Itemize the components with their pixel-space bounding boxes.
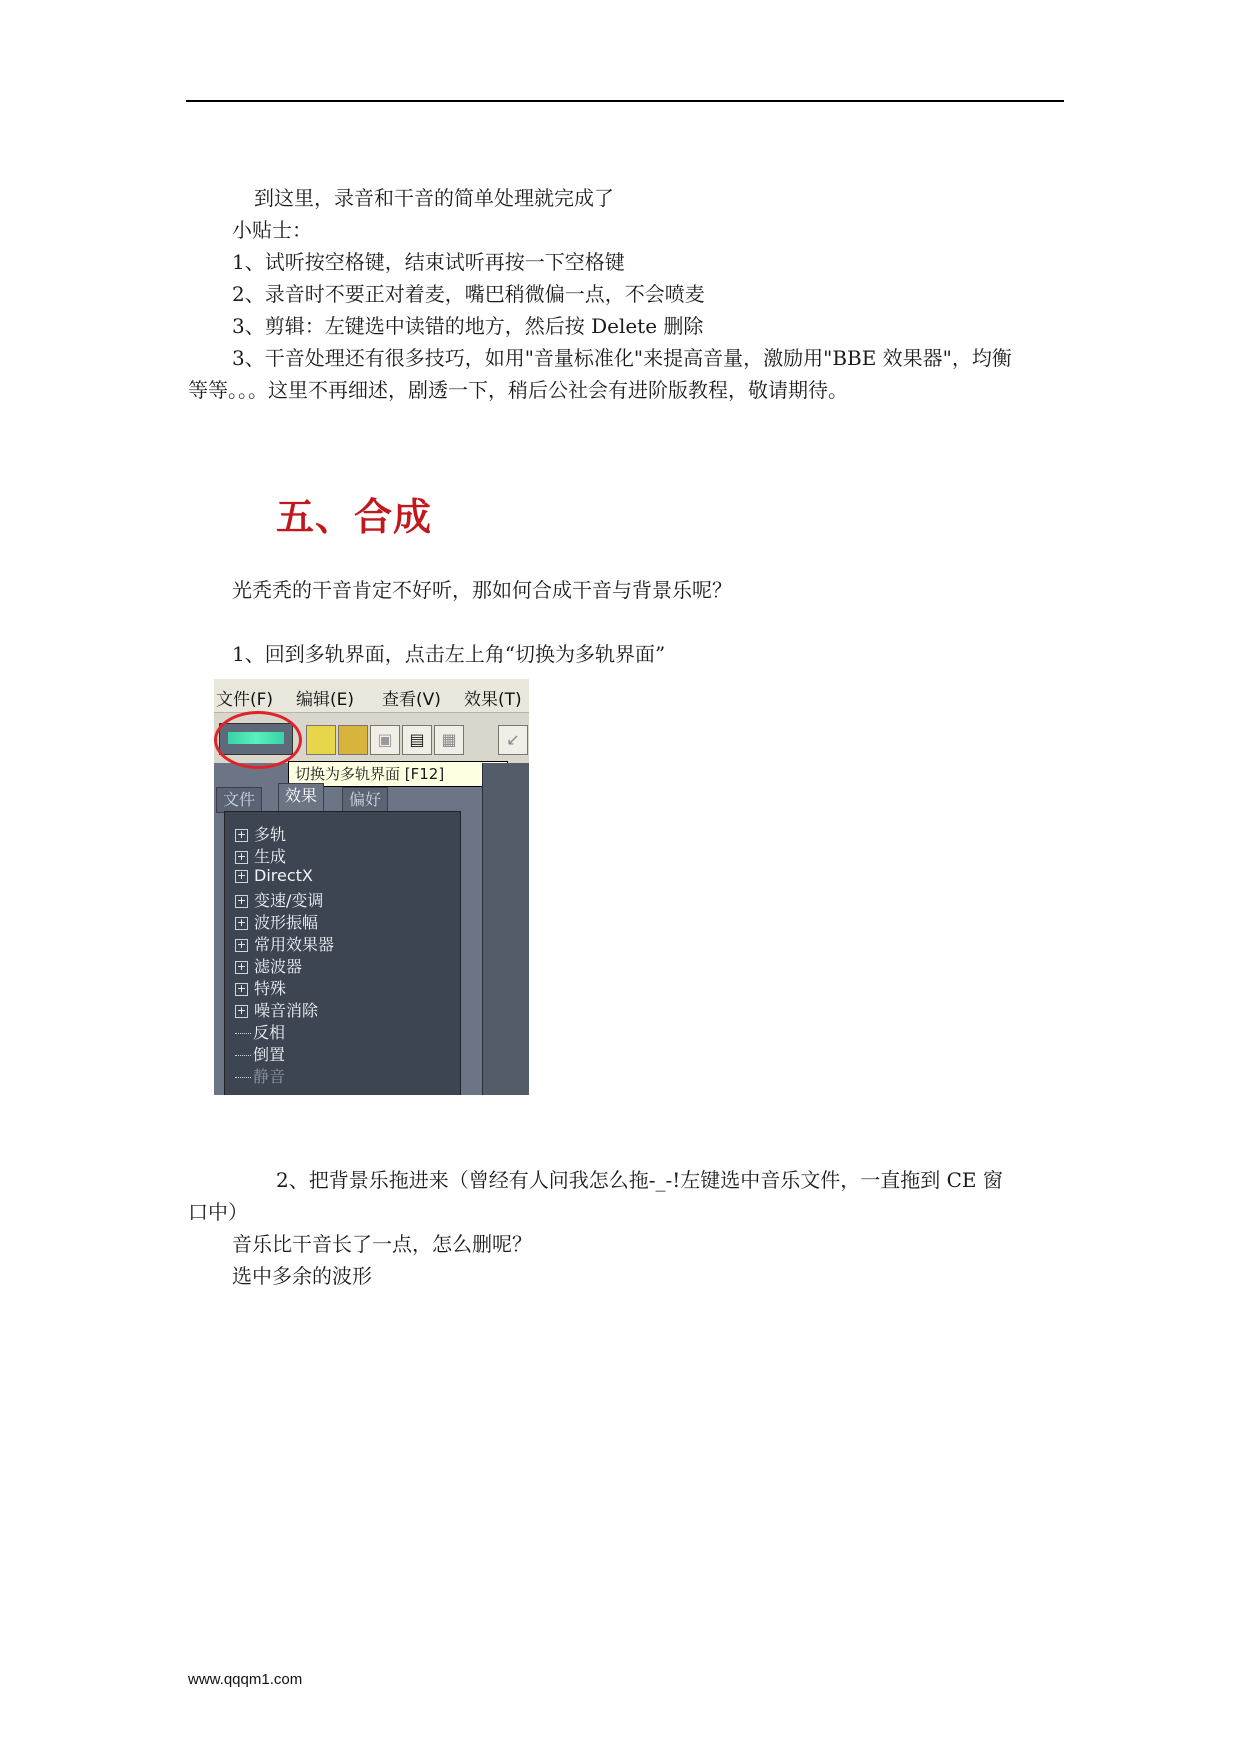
- save-all-icon[interactable]: ▦: [434, 725, 464, 755]
- tree-item-invert[interactable]: 反相: [235, 1020, 285, 1043]
- tree-item-filters[interactable]: + 滤波器: [236, 957, 303, 976]
- menu-file[interactable]: 文件(F): [216, 690, 274, 710]
- tree-item-tempo-pitch[interactable]: + 变速/变调: [236, 891, 324, 910]
- tree-item-amplitude[interactable]: + 波形振幅: [236, 913, 319, 932]
- new-file-icon[interactable]: [306, 725, 336, 755]
- tip-2: 2、录音时不要正对着麦，嘴巴稍微偏一点，不会喷麦: [232, 282, 705, 306]
- tab-effects[interactable]: 效果: [278, 783, 324, 812]
- tree-item-generate[interactable]: + 生成: [236, 847, 287, 866]
- tree-item-common-effects[interactable]: + 常用效果器: [236, 935, 335, 954]
- undo-icon[interactable]: ↙: [498, 725, 528, 755]
- select-extra-waveform: 选中多余的波形: [232, 1264, 372, 1288]
- section-heading: 五、合成: [276, 494, 433, 539]
- tree-item-noise-reduction[interactable]: + 噪音消除: [236, 1001, 319, 1020]
- footer-url[interactable]: www.qqqm1.com: [188, 1671, 303, 1688]
- tree-item-multitrack[interactable]: + 多轨: [236, 825, 287, 844]
- expand-icon: +: [236, 960, 247, 973]
- menu-bar: [214, 679, 529, 713]
- expand-icon: +: [236, 894, 247, 907]
- menu-effects[interactable]: 效果(T): [464, 690, 522, 710]
- step-2-line-2: 口中）: [188, 1200, 248, 1224]
- tip-3: 3、剪辑：左键选中读错的地方，然后按 Delete 删除: [232, 314, 704, 338]
- step-2-line-1: 2、把背景乐拖进来（曾经有人问我怎么拖-_-!左键选中音乐文件，一直拖到 CE 窗: [276, 1168, 1003, 1192]
- tree-item-silence[interactable]: 静音: [235, 1064, 285, 1087]
- tip-4-line-2: 等等。。。这里不再细述，剧透一下，稍后公社会有进阶版教程，敬请期待。: [188, 378, 848, 402]
- open-folder-icon[interactable]: [338, 725, 368, 755]
- menu-edit[interactable]: 编辑(E): [296, 690, 355, 710]
- expand-icon: +: [236, 1004, 247, 1017]
- tab-bar: [214, 783, 434, 811]
- body-intro: 光秃秃的干音肯定不好听，那如何合成干音与背景乐呢？: [232, 578, 732, 602]
- paragraph-conclusion: 到这里，录音和干音的简单处理就完成了: [254, 186, 614, 210]
- tree-item-directx[interactable]: + DirectX: [236, 866, 313, 885]
- tab-favorites[interactable]: 偏好: [342, 787, 388, 813]
- save-as-icon[interactable]: ▤: [402, 725, 432, 755]
- tooltip: 切换为多轨界面 [F12]: [288, 761, 508, 787]
- tip-4-line-1: 3、干音处理还有很多技巧，如用"音量标准化"来提高音量，激励用"BBE 效果器"，均衡: [232, 346, 1012, 370]
- tip-1: 1、试听按空格键，结束试听再按一下空格键: [232, 250, 625, 274]
- expand-icon: +: [236, 938, 247, 951]
- paragraph-tips-title: 小贴士：: [232, 218, 312, 242]
- question-trim: 音乐比干音长了一点，怎么删呢？: [232, 1232, 532, 1256]
- right-panel-edge: [482, 763, 529, 1095]
- app-screenshot: [214, 679, 529, 1095]
- expand-icon: +: [236, 982, 247, 995]
- tab-files[interactable]: 文件: [216, 787, 262, 813]
- expand-icon: +: [236, 828, 247, 841]
- effects-tree-panel: [224, 811, 461, 1095]
- expand-icon: +: [236, 916, 247, 929]
- tree-item-reverse[interactable]: 倒置: [235, 1042, 285, 1065]
- expand-icon: +: [236, 850, 247, 863]
- menu-view[interactable]: 查看(V): [382, 690, 441, 710]
- expand-icon: +: [236, 869, 247, 882]
- step-1: 1、回到多轨界面，点击左上角“切换为多轨界面”: [232, 642, 666, 666]
- save-icon[interactable]: ▣: [370, 725, 400, 755]
- header-rule: [186, 100, 1064, 102]
- tree-item-special[interactable]: + 特殊: [236, 979, 287, 998]
